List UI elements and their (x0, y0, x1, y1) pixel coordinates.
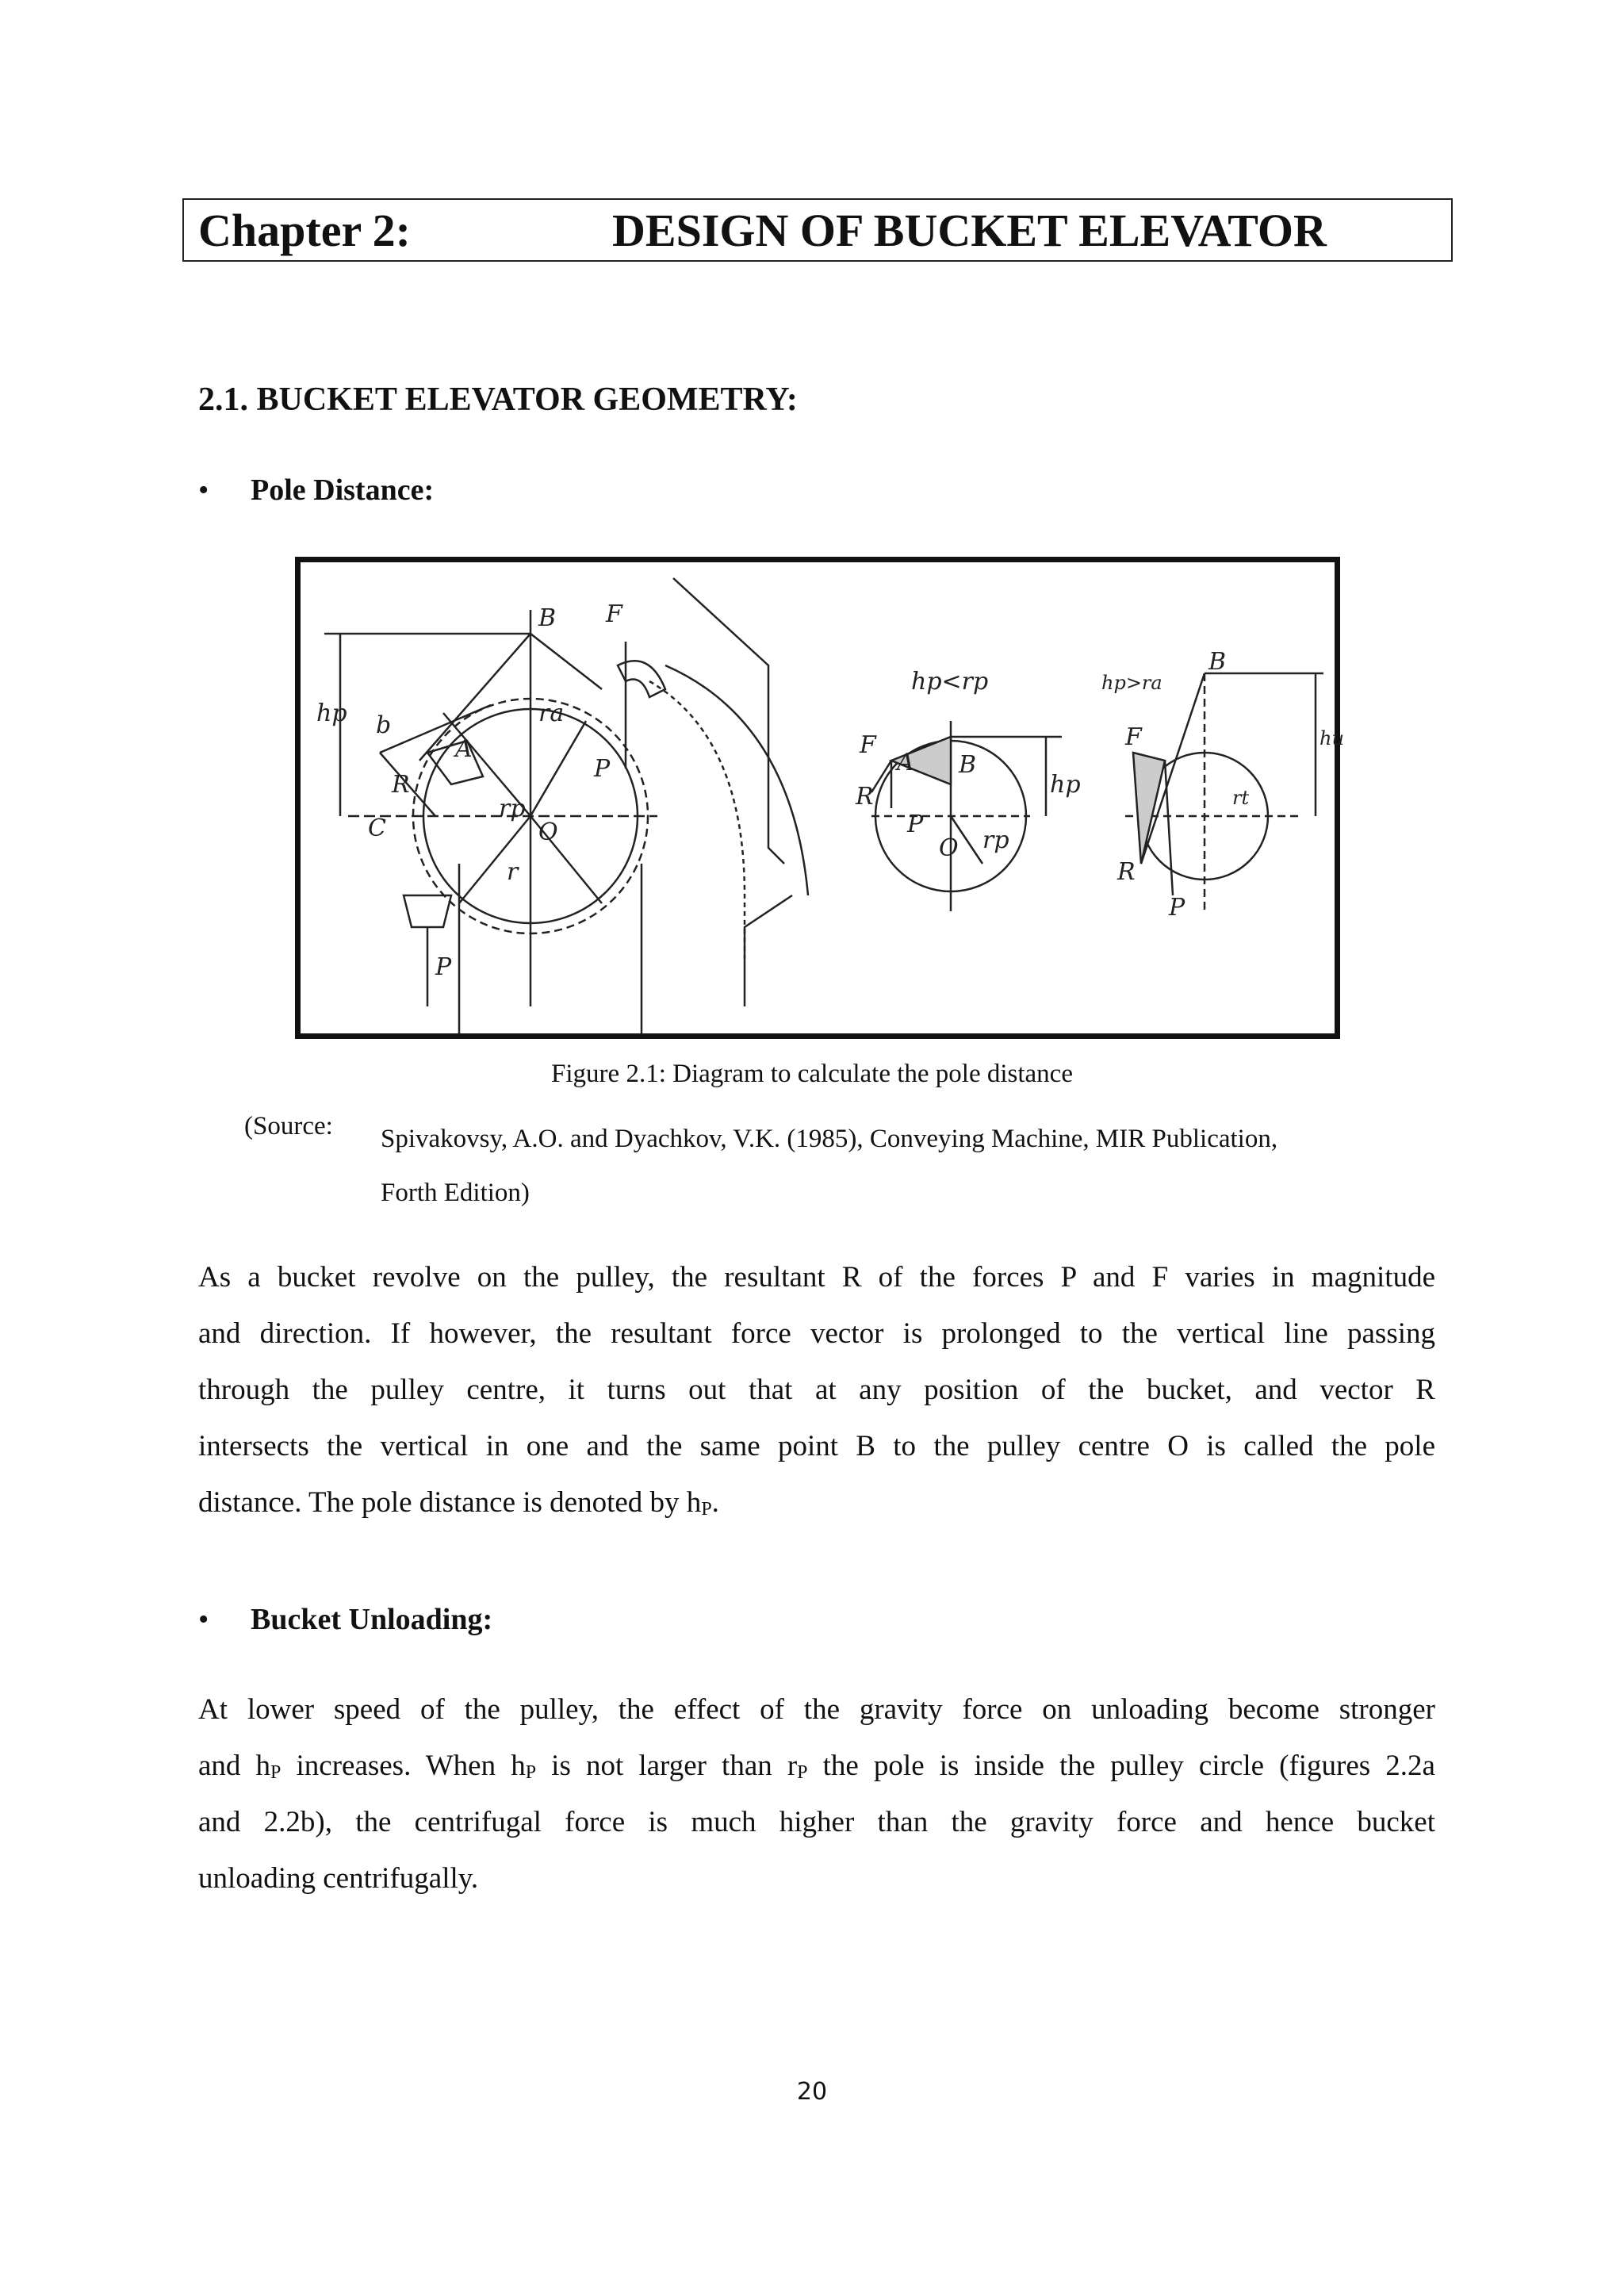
label-O-middle: O (939, 834, 959, 862)
figure-diagram (301, 562, 1344, 1033)
label-R-right: R (1117, 858, 1136, 886)
label-A-middle: A (897, 749, 914, 776)
para1-line-last (198, 1474, 1435, 1531)
label-R-middle: R (856, 783, 874, 811)
bullet-dot: • (198, 1603, 209, 1636)
para1-line: intersects the vertical in one and the same point B to the pulley centre O is called the pole (198, 1430, 1435, 1462)
label-rp-left: rp (499, 795, 526, 822)
label-cond-middle: hp<rp (911, 668, 989, 696)
label-F-middle: F (860, 731, 876, 759)
label-hu-right: hu (1320, 727, 1344, 749)
subscript: P (270, 1762, 282, 1783)
bullet-bucket-unloading (198, 1602, 492, 1637)
subscript: P (701, 1499, 712, 1520)
label-P-left: P (594, 755, 611, 783)
label-P-bottom: P (435, 953, 452, 981)
section-title: 2.1. BUCKET ELEVATOR GEOMETRY: (198, 381, 798, 418)
bullet-dot: • (198, 473, 209, 507)
chute-wall (673, 578, 784, 864)
discharge-path-outer (665, 665, 808, 895)
source-line-1: Spivakovsy, A.O. and Dyachkov, V.K. (1985), Conveying Machine, MIR Publication, (381, 1125, 1278, 1153)
label-B-left: B (538, 604, 557, 632)
chute-bottom (745, 895, 792, 1006)
para2-line: At lower speed of the pulley, the effect of the gravity force on unloading become stronger (198, 1693, 1435, 1726)
label-rt-right: rt (1232, 787, 1250, 809)
source-line-2: Forth Edition) (381, 1179, 530, 1207)
source-citation (381, 1112, 1451, 1220)
para1-text: . (711, 1486, 719, 1519)
chapter-label: Chapter 2: (198, 205, 411, 256)
radial-line-4 (530, 721, 586, 816)
chapter-heading-box (182, 198, 1453, 262)
label-hp-middle: hp (1050, 771, 1081, 799)
para1-line: As a bucket revolve on the pulley, the resultant R of the forces P and F varies in magnitude (198, 1261, 1435, 1294)
label-R-left: R (392, 771, 410, 799)
source-prefix: (Source: (244, 1112, 333, 1140)
chapter-title: DESIGN OF BUCKET ELEVATOR (612, 205, 1327, 256)
label-O-left: O (538, 818, 558, 846)
label-B-right: B (1208, 648, 1227, 676)
para1-line: through the pulley centre, it turns out that at any position of the bucket, and vector R (198, 1374, 1435, 1406)
label-F-left: F (606, 600, 622, 628)
label-B-middle: B (959, 751, 977, 779)
label-ra-left: ra (538, 700, 565, 727)
paragraph-pole-distance (198, 1249, 1435, 1531)
label-C-left: C (368, 815, 386, 842)
label-F-right: F (1125, 723, 1142, 751)
figure-caption: Figure 2.1: Diagram to calculate the pole distance (551, 1060, 1073, 1088)
label-r-left: r (507, 858, 519, 886)
bullet-bucket-unloading-label: Bucket Unloading: (251, 1603, 493, 1636)
label-cond-right: hp>ra (1101, 672, 1162, 694)
label-P-middle: P (907, 811, 924, 838)
label-A-left: A (455, 735, 473, 763)
label-b-left: b (376, 711, 392, 739)
para2-text: is not larger than r (536, 1750, 798, 1782)
para2-line (198, 1738, 1435, 1794)
discharge-path (649, 681, 745, 959)
label-hp-left: hp (316, 700, 347, 727)
para1-line: and direction. If however, the resultant force vector is prolonged to the vertical line passing (198, 1317, 1435, 1350)
label-rp-middle: rp (982, 826, 1009, 854)
para2-line: and 2.2b), the centrifugal force is much higher than the gravity force and hence bucket (198, 1806, 1435, 1838)
para2-text: the pole is inside the pulley circle (figures 2.2a (807, 1750, 1435, 1782)
para2-line-last: unloading centrifugally. (198, 1862, 479, 1895)
radial-line-5 (459, 816, 530, 903)
figure-pole-distance (295, 557, 1344, 1039)
radial-line-1 (419, 634, 530, 761)
para1-text: distance. The pole distance is denoted by h (198, 1486, 702, 1519)
page-number: 20 (796, 2078, 828, 2106)
force-f-left (380, 705, 491, 753)
bullet-pole-distance (198, 473, 434, 508)
paragraph-bucket-unloading (198, 1681, 1435, 1907)
para2-text: increases. When h (281, 1750, 526, 1782)
subscript: P (797, 1762, 808, 1783)
bullet-pole-distance-label: Pole Distance: (251, 473, 435, 507)
radial-line-2 (530, 634, 602, 689)
subscript: P (525, 1762, 537, 1783)
bucket-bottom (404, 895, 451, 927)
para2-text: and h (198, 1750, 271, 1782)
label-P-right: P (1169, 894, 1185, 922)
